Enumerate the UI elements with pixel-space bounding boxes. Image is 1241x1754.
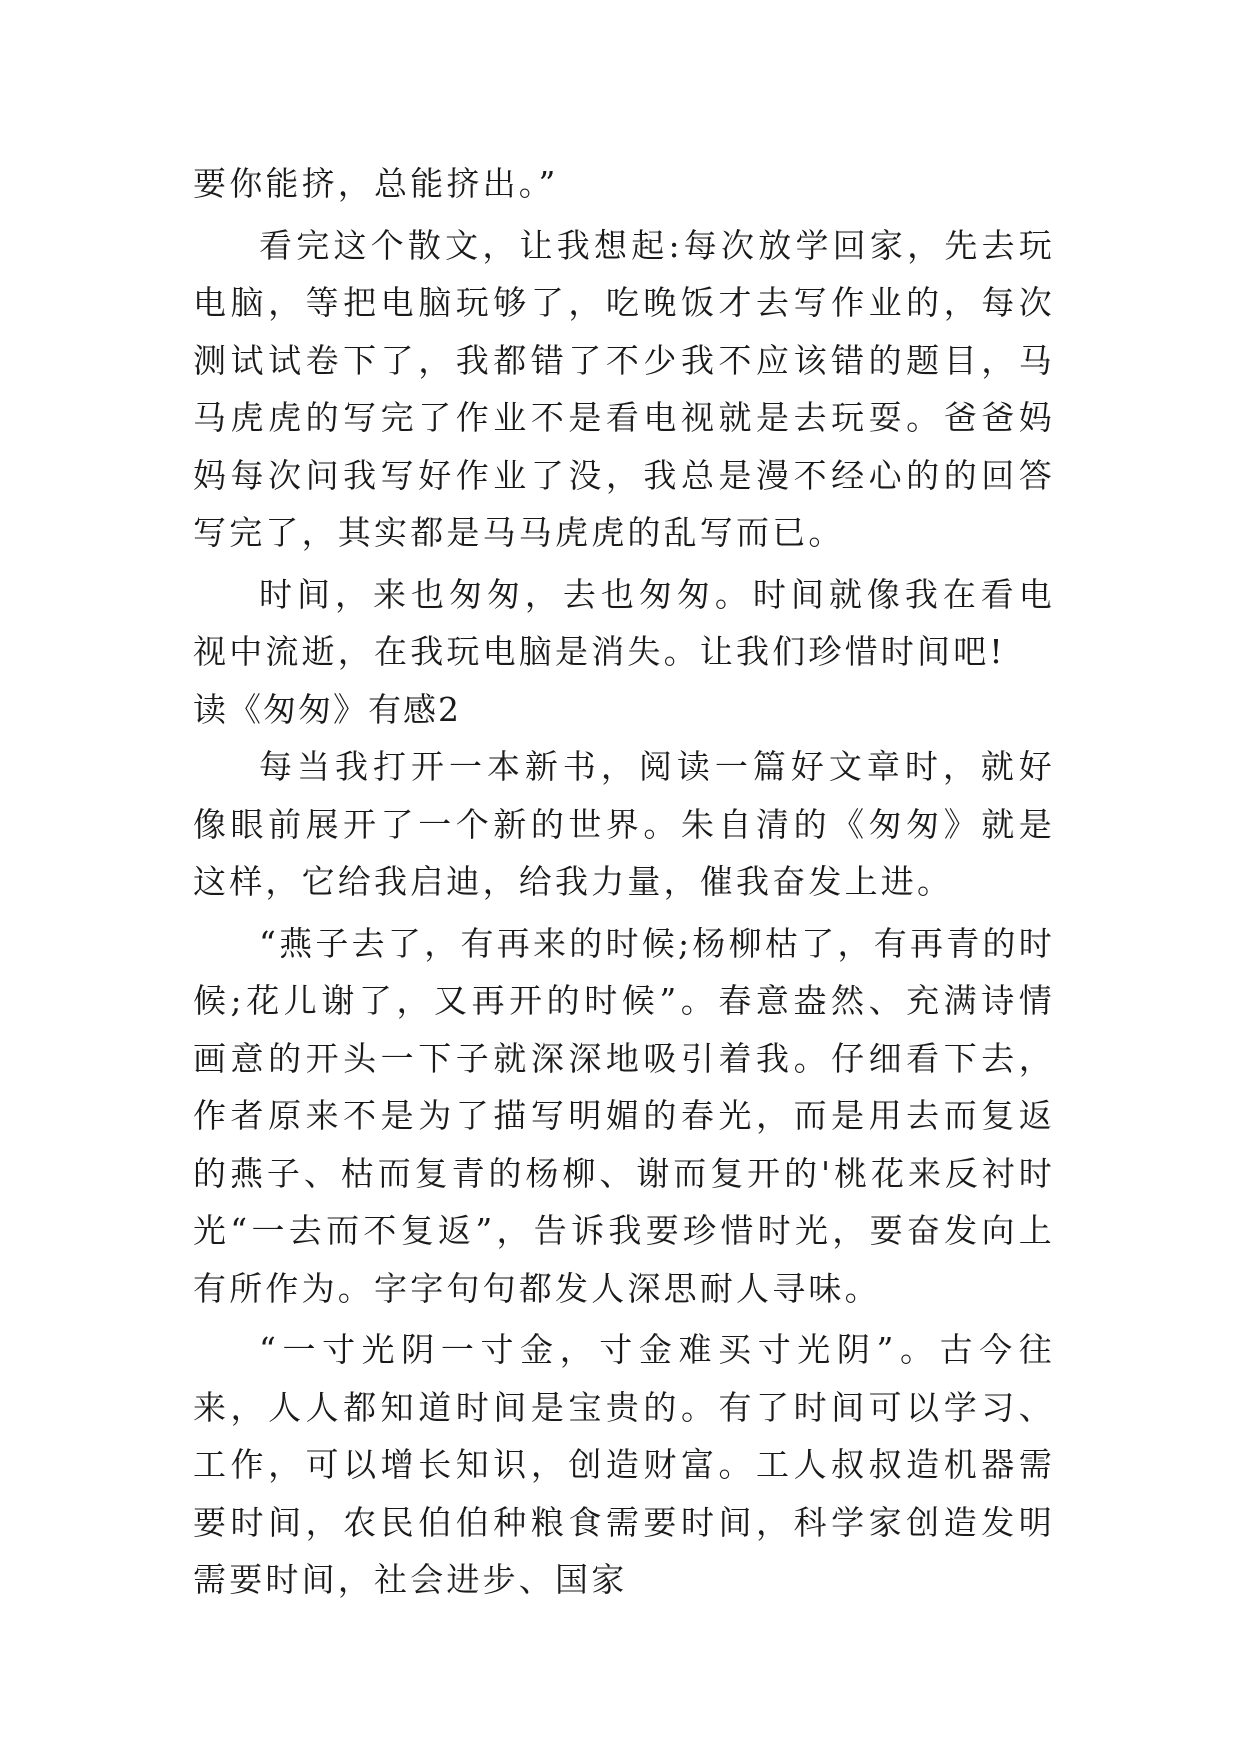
paragraph: “一寸光阴一寸金，寸金难买寸光阴”。古今往来，人人都知道时间是宝贵的。有了时间可以学习、工作，可以增长知识，创造财富。工人叔叔造机器需要时间，农民伯伯种粮食需要时间，科学家创造发明需要时间，社会进步、国家 (193, 1330, 1055, 1599)
paragraph: 要你能挤，总能挤出。” (193, 164, 559, 203)
paragraph: “燕子去了，有再来的时候;杨柳枯了，有再青的时候;花儿谢了，又再开的时候”。春意盎然、充满诗情画意的开头一下子就深深地吸引着我。仔细看下去，作者原来不是为了描写明媚的春光，而是用去而复返的燕子、枯而复青的杨柳、谢而复开的'桃花来反衬时光“一去而不复返”，告诉我要珍惜时光，要奋发向上有所作为。字字句句都发人深思耐人寻味。 (193, 923, 1055, 1308)
document-body (193, 155, 1055, 1609)
section-title: 读《匆匆》有感2 (193, 689, 461, 729)
paragraph: 看完这个散文，让我想起:每次放学回家，先去玩电脑，等把电脑玩够了，吃晚饭才去写作业的，每次测试试卷下了，我都错了不少我不应该错的题目，马马虎虎的写完了作业不是看电视就是去玩耍。爸爸妈妈每次问我写好作业了没，我总是漫不经心的的回答写完了，其实都是马马虎虎的乱写而已。 (193, 225, 1055, 552)
paragraph: 时间，来也匆匆，去也匆匆。时间就像我在看电视中流逝，在我玩电脑是消失。让我们珍惜时间吧! (193, 574, 1055, 671)
paragraph: 每当我打开一本新书，阅读一篇好文章时，就好像眼前展开了一个新的世界。朱自清的《匆匆》就是这样，它给我启迪，给我力量，催我奋发上进。 (193, 747, 1055, 901)
